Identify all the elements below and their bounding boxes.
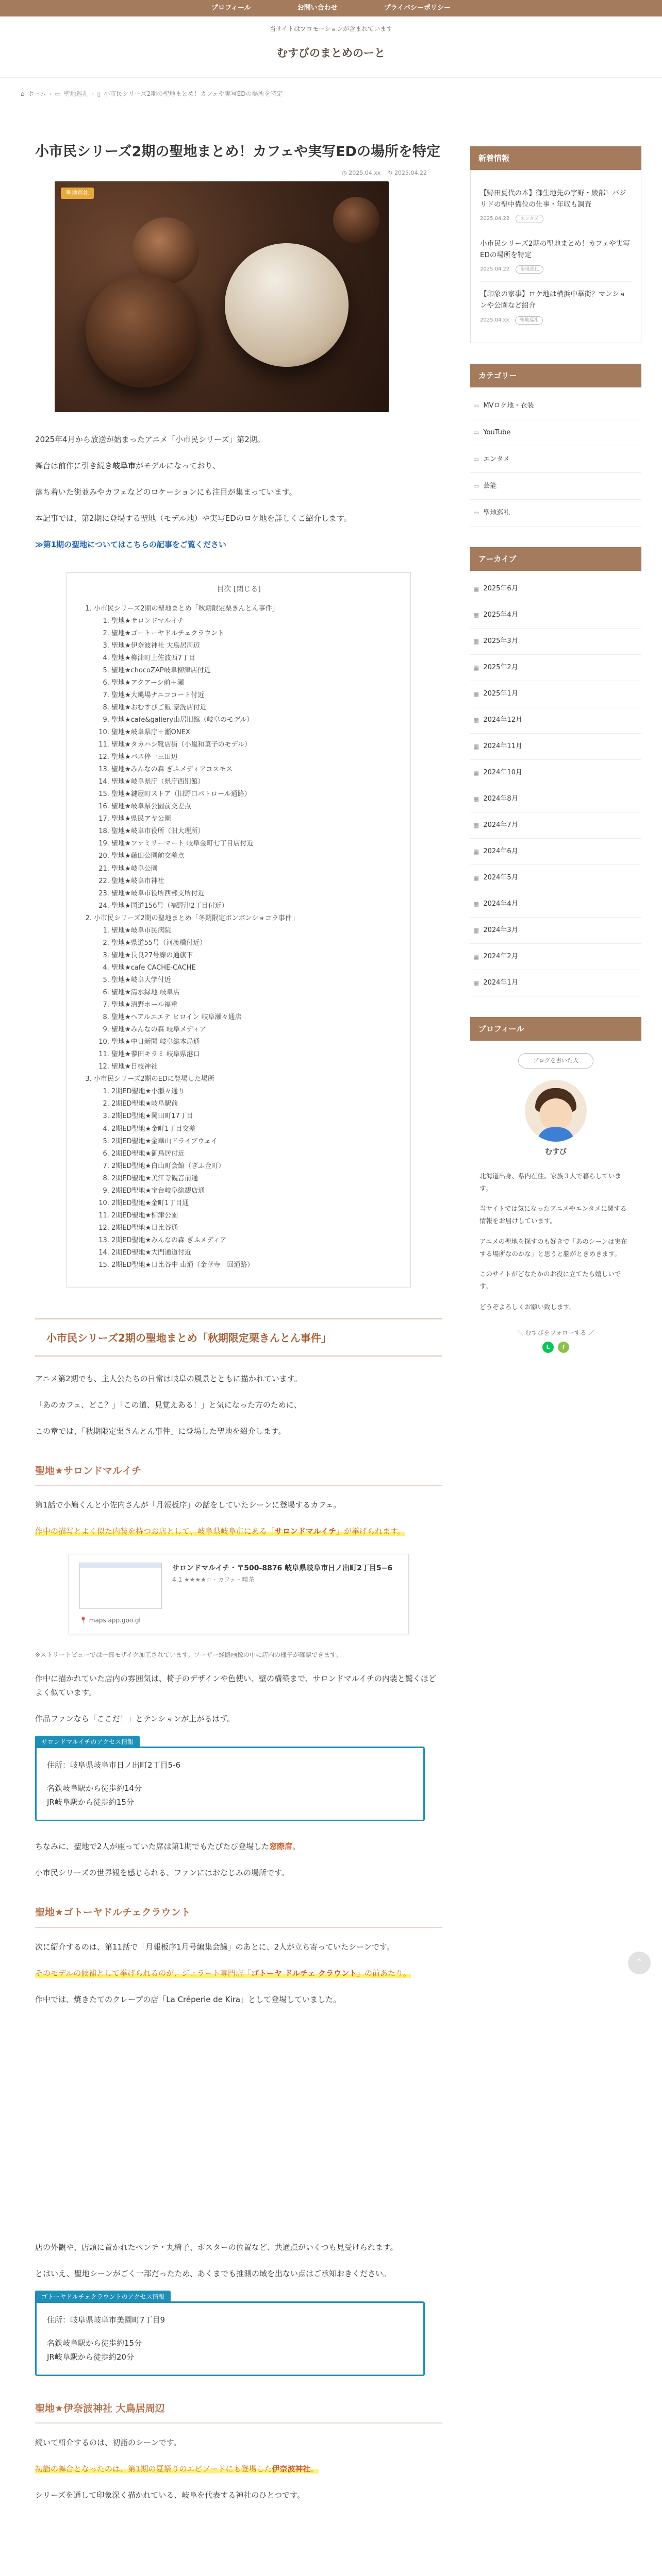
- toc-item[interactable]: 2. 聖地★ゴートーヤドルチェクラウント: [111, 628, 395, 640]
- breadcrumb-separator: ›: [91, 90, 94, 98]
- category-label[interactable]: YouTube: [483, 428, 511, 436]
- section-heading: 小市民シリーズ2期の聖地まとめ「秋期限定栗きんとん事件」: [35, 1318, 442, 1357]
- toc-item[interactable]: 10. 2期ED聖地★金町1丁目通: [111, 1197, 395, 1210]
- archive-label[interactable]: 2025年4月: [483, 611, 518, 619]
- toc-item[interactable]: 20. 聖地★藤田公園前交差点: [111, 850, 395, 862]
- new-post-date: 2025.04.22: [480, 266, 510, 273]
- category-item[interactable]: [470, 419, 641, 446]
- archive-label[interactable]: 2024年4月: [483, 900, 518, 908]
- paragraph: アニメ第2期でも、主人公たちの日常は岐阜の風景とともに描かれています。: [35, 1374, 302, 1384]
- toc-item[interactable]: 11. 聖地★タカハシ靴店街（小嵐和菓子のモデル）: [111, 739, 395, 751]
- folder-icon: ▭: [473, 482, 479, 489]
- archive-item[interactable]: [470, 839, 641, 865]
- season1-article-link[interactable]: ≫第1期の聖地についてはこちらの記事をご覧ください: [35, 539, 226, 549]
- category-item[interactable]: [470, 500, 641, 527]
- back-to-top-button[interactable]: [628, 1952, 651, 1974]
- toc-item[interactable]: 5. 聖地★岐阜大学付近: [111, 974, 395, 987]
- archive-item[interactable]: [470, 760, 641, 786]
- calendar-icon: ▦: [473, 716, 479, 724]
- access-address: 住所：岐阜県岐阜市日ノ出町2丁目5-6: [47, 1760, 181, 1770]
- category-tag[interactable]: 聖地巡礼: [61, 188, 94, 199]
- archive-label[interactable]: 2024年8月: [483, 794, 518, 803]
- category-item[interactable]: [470, 473, 641, 500]
- clock-icon: ◷: [342, 169, 347, 176]
- toc-section[interactable]: [94, 1073, 395, 1272]
- follow-label: ＼ むすびをフォローする ／: [517, 1329, 595, 1336]
- toc-item[interactable]: 3. 聖地★伊奈波神社 大鳥居周辺: [111, 640, 395, 652]
- archive-label[interactable]: 2024年2月: [483, 952, 518, 960]
- new-post-date: 2025.04.xx: [480, 317, 509, 323]
- map-card[interactable]: [69, 1554, 409, 1634]
- new-post-tag[interactable]: エンタメ: [516, 215, 543, 223]
- profile-paragraph: 北海道出身、県内在住。家族３人で暮らしています。: [479, 1172, 622, 1192]
- profile-paragraph: このサイトがどなたかのお役に立てたら嬉しいです。: [479, 1270, 621, 1290]
- access-line: JR岐阜駅から徒歩約15分: [47, 1798, 134, 1807]
- toc-title[interactable]: 目次 [閉じる]: [217, 585, 261, 594]
- calendar-icon: ▦: [473, 742, 479, 750]
- calendar-icon: ▦: [473, 585, 479, 592]
- access-info-box: [35, 2293, 425, 2376]
- calendar-icon: ▦: [473, 795, 479, 803]
- spot-heading: 聖地★ゴトーヤドルチェクラウント: [35, 1904, 442, 1927]
- eyecatch-image: [55, 181, 389, 412]
- toc-item[interactable]: 4. 2期ED聖地★金町1丁目交差: [111, 1123, 395, 1136]
- archive-label[interactable]: 2025年1月: [483, 689, 518, 698]
- post-dates: [35, 168, 442, 178]
- new-post-item[interactable]: [480, 181, 632, 231]
- archive-item[interactable]: [470, 786, 641, 812]
- archive-item[interactable]: [470, 944, 641, 970]
- sidebar: [470, 146, 641, 1368]
- category-label[interactable]: 芸能: [483, 482, 497, 490]
- archive-item[interactable]: [470, 681, 641, 707]
- archive-label[interactable]: 2024年12月: [483, 716, 522, 724]
- toc-item[interactable]: 23. 聖地★岐阜市役所西部支所付近: [111, 888, 395, 900]
- archive-item[interactable]: [470, 865, 641, 891]
- document-icon: ▯: [97, 90, 101, 98]
- toc-item[interactable]: 12. 2期ED聖地★日比谷通: [111, 1222, 395, 1234]
- new-posts-heading: 新着情報: [470, 146, 641, 170]
- toc-item[interactable]: 8. 聖地★おむすびご飯 豪洗店付近: [111, 702, 395, 714]
- paragraph: 作中では、焼きたてのクレープの店「La Crêperie de Kira」として登場していました。: [35, 1994, 341, 2004]
- calendar-icon: ▦: [473, 900, 479, 908]
- new-post-item[interactable]: [480, 231, 632, 282]
- toc-item[interactable]: 1. 聖地★サロンドマルイチ: [111, 615, 395, 628]
- toc-item[interactable]: 14. 2期ED聖地★大門通道付近: [111, 1247, 395, 1259]
- access-line: 名鉄岐阜駅から徒歩約15分: [47, 2338, 142, 2348]
- archive-label[interactable]: 2024年10月: [483, 768, 522, 776]
- intro-paragraph: 落ち着いた街並みやカフェなどのロケーションにも注目が集まっています。: [35, 487, 297, 497]
- archive-item[interactable]: [470, 576, 641, 602]
- access-info-heading: サロンドマルイチのアクセス情報: [35, 1736, 140, 1748]
- toc-item[interactable]: 12. 聖地★日枝神社: [111, 1061, 395, 1073]
- folder-icon: ▭: [55, 90, 61, 98]
- toc-item[interactable]: 2. 聖地★県道55号（河渡橋付近）: [111, 937, 395, 950]
- updated-date: 2025.04.22: [394, 169, 427, 176]
- archive-label[interactable]: 2024年1月: [483, 978, 518, 987]
- toc-item[interactable]: 24. 聖地★国道156号（福野津2丁目付近）: [111, 900, 395, 912]
- profile-paragraph: アニメの聖地を探すのも好きで「あのシーンは実在する場所なのかな」と思うと脳がときめきます。: [479, 1237, 627, 1258]
- intro-paragraph: 舞台は前作に引き続き岐阜市がモデルになっており、: [35, 461, 221, 470]
- home-icon: ⌂: [21, 90, 25, 98]
- category-item[interactable]: [470, 446, 641, 473]
- post-title: 小市民シリーズ2期の聖地まとめ！カフェや実写EDの場所を特定: [35, 144, 440, 160]
- calendar-icon: ▦: [473, 848, 479, 855]
- access-info-heading: ゴトーヤドルチェクラウントのアクセス情報: [35, 2291, 171, 2303]
- table-of-contents: [67, 572, 411, 1287]
- new-post-tag[interactable]: 聖地巡礼: [515, 316, 543, 325]
- map-rating: 4.1 ★★★★☆ · カフェ・喫茶: [172, 1575, 255, 1583]
- map-url[interactable]: maps.app.goo.gl: [89, 1617, 141, 1624]
- toc-item[interactable]: 11. 2期ED聖地★柳津公園: [111, 1210, 395, 1222]
- new-post-tag[interactable]: 聖地巡礼: [516, 265, 543, 274]
- folder-icon: ▭: [473, 455, 479, 463]
- archive-label[interactable]: 2025年2月: [483, 663, 518, 671]
- profile-text: [479, 1170, 632, 1313]
- calendar-icon: ▦: [473, 637, 479, 645]
- archive-label[interactable]: 2024年7月: [483, 821, 518, 829]
- archive-label[interactable]: 2024年6月: [483, 847, 518, 855]
- profile-paragraph: どうぞよろしくお願い致します。: [479, 1302, 576, 1311]
- paragraph: 作品ファンなら「ここだ！」とテンションが上がるはず。: [35, 1714, 235, 1724]
- toc-item[interactable]: 14. 聖地★岐阜県庁（県庁西別館）: [111, 776, 395, 788]
- archive-item[interactable]: [470, 970, 641, 996]
- toc-item[interactable]: 5. 聖地★chocoZAP岐阜柳津店付近: [111, 665, 395, 677]
- category-label[interactable]: 聖地巡礼: [483, 509, 510, 517]
- calendar-icon: ▦: [473, 690, 479, 698]
- toc-item[interactable]: 15. 聖地★鍵屋町ストア（旧野口パトロール通路）: [111, 788, 395, 801]
- line-icon[interactable]: L: [542, 1342, 554, 1353]
- toc-section[interactable]: [94, 603, 395, 912]
- toc-item[interactable]: 7. 2期ED聖地★白山町会館（ぎふ金町）: [111, 1160, 395, 1173]
- folder-icon: ▭: [473, 509, 479, 516]
- toc-item[interactable]: 19. 聖地★ファミリーマート 岐阜金町七丁目店付近: [111, 838, 395, 850]
- new-post-title[interactable]: 【野田夏代の本】御生地先の宇野・綾部！バジリドの聖中備位の仕事・年収も調査: [480, 189, 626, 209]
- toc-item[interactable]: 16. 聖地★岐阜県公園前交差点: [111, 801, 395, 813]
- paragraph: 小市民シリーズの世界観を感じられる、ファンにはおなじみの場所です。: [35, 1868, 289, 1878]
- chevron-up-icon: ⌃: [635, 1957, 643, 1968]
- breadcrumb-home[interactable]: ホーム: [27, 90, 46, 98]
- chocolate-image: [86, 274, 199, 387]
- access-line: 名鉄岐阜駅から徒歩約14分: [47, 1784, 142, 1793]
- toc-item[interactable]: 17. 聖地★県民アヤ公園: [111, 813, 395, 825]
- toc-item[interactable]: 6. 聖地★清水緑地 岐阜店: [111, 987, 395, 999]
- archive-item[interactable]: [470, 812, 641, 839]
- archive-heading: アーカイブ: [470, 547, 641, 571]
- intro-paragraph: 本記事では、第2期に登場する聖地（モデル地）や実写EDのロケ地を詳しくご紹介します。: [35, 513, 352, 523]
- paragraph: 「あのカフェ、どこ？」「この道、見覚えある！」と気になった方のために、: [35, 1400, 302, 1410]
- category-item[interactable]: [470, 393, 641, 419]
- calendar-icon: ▦: [473, 874, 479, 882]
- category-label[interactable]: MVロケ地・衣装: [483, 401, 534, 410]
- archive-item[interactable]: [470, 655, 641, 681]
- access-info-box: [35, 1738, 425, 1821]
- published-date: 2025.04.xx: [349, 169, 381, 176]
- top-nav: [0, 0, 662, 16]
- archive-label[interactable]: 2025年6月: [483, 584, 518, 592]
- calendar-icon: ▦: [473, 821, 479, 829]
- profile-name: むすび: [545, 1147, 567, 1156]
- paragraph: とはいえ、聖地シーンがごく一部だったため、あくまでも推測の域を出ない点はご承知おきください。: [35, 2268, 391, 2278]
- toc-item[interactable]: 7. 聖地★大縄場ナニココート付近: [111, 689, 395, 702]
- archive-item[interactable]: [470, 602, 641, 629]
- toc-item[interactable]: 6. 2期ED聖地★御鳥居付近: [111, 1148, 395, 1160]
- toc-section-label[interactable]: 小市民シリーズ2期の聖地まとめ「秋期限定栗きんとん事件」: [94, 604, 279, 613]
- profile-paragraph: 当サイトでは気になったアニメやエンタメに関する情報をお届けしています。: [479, 1205, 627, 1225]
- archive-item[interactable]: [470, 707, 641, 734]
- breadcrumb-current: 小市民シリーズ2期の聖地まとめ！カフェや実写EDの場所を特定: [104, 90, 283, 98]
- toc-item[interactable]: 3. 聖地★長良27号線の通旗下: [111, 950, 395, 962]
- toc-item[interactable]: 21. 聖地★岐阜公園: [111, 863, 395, 875]
- calendar-icon: ▦: [473, 926, 479, 934]
- toc-section-label[interactable]: 小市民シリーズ2期のEDに登場した場所: [94, 1075, 214, 1083]
- toc-section-label[interactable]: 小市民シリーズ2期の聖地まとめ「冬期限定ボンボンショコラ事件」: [94, 914, 299, 922]
- access-address: 住所：岐阜県岐阜市美園町7丁目9: [47, 2315, 166, 2325]
- paragraph: 続いて紹介するのは、初詣のシーンです。: [35, 2437, 181, 2447]
- profile-heading: プロフィール: [470, 1017, 641, 1041]
- promo-notice: 当サイトはプロモーションが含まれています: [269, 25, 393, 32]
- embedded-media-placeholder: [35, 2019, 442, 2241]
- toc-item[interactable]: 4. 聖地★柳津町上佐波西7丁目: [111, 652, 395, 665]
- paragraph: 作中の描写とよく似た内装を持つお店として、岐阜県岐阜市にある「サロンドマルイチ」が挙げられます。: [35, 1527, 405, 1536]
- paragraph: そのモデルの候補として挙げられるのが、ジェラート専門店「ゴトーヤ ドルチェ クラウント」の前あたり。: [35, 1968, 411, 1978]
- categories-heading: カテゴリー: [470, 364, 641, 387]
- map-title: サロンドマルイチ・〒500-8876 岐阜県岐阜市日ノ出町2丁目5−6: [172, 1564, 393, 1573]
- toc-list: [82, 603, 395, 1272]
- archive-label[interactable]: 2024年5月: [483, 873, 518, 882]
- toc-item[interactable]: 3. 2期ED聖地★岡田町17丁目: [111, 1110, 395, 1123]
- new-post-title[interactable]: 【印象の家事】ロケ地は横浜中華街？マンションや公園など紹介: [480, 290, 626, 310]
- category-label[interactable]: エンタメ: [483, 455, 510, 463]
- chocolate-image: [225, 243, 349, 367]
- shop-name: サロンドマルイチ: [274, 1527, 336, 1536]
- nav-profile[interactable]: プロフィール: [211, 4, 251, 12]
- archive-item[interactable]: [470, 891, 641, 918]
- toc-item[interactable]: 13. 聖地★みんなの森 ぎふメディアコスモス: [111, 764, 395, 776]
- toc-item[interactable]: 10. 聖地★中日新聞 岐阜総本局通: [111, 1036, 395, 1048]
- new-post-title[interactable]: 小市民シリーズ2期の聖地まとめ！カフェや実写EDの場所を特定: [480, 240, 630, 259]
- archive-label[interactable]: 2025年3月: [483, 637, 518, 645]
- feedly-icon[interactable]: f: [558, 1342, 569, 1353]
- toc-item[interactable]: 1. 2期ED聖地★小瀬々通り: [111, 1086, 395, 1098]
- archive-label[interactable]: 2024年11月: [483, 742, 522, 750]
- calendar-icon: ▦: [473, 664, 479, 671]
- new-post-date: 2025.04.22: [480, 216, 510, 222]
- toc-section[interactable]: [94, 912, 395, 1074]
- paragraph: シリーズを通して印象深く描かれている、岐阜を代表する神社のひとつです。: [35, 2490, 305, 2500]
- categories-list: [470, 393, 641, 527]
- spot-heading: 聖地★サロンドマルイチ: [35, 1462, 442, 1486]
- toc-item[interactable]: 18. 聖地★岐阜市役所（旧大理所）: [111, 825, 395, 838]
- toc-item[interactable]: 6. 聖地★アクアーシ前＋瀬: [111, 677, 395, 689]
- calendar-icon: ▦: [473, 611, 479, 619]
- calendar-icon: ▦: [473, 979, 479, 987]
- toc-item[interactable]: 12. 聖地★バス停一三田辺: [111, 751, 395, 764]
- shop-name: ゴトーヤ ドルチェ クラウント: [251, 1968, 357, 1978]
- toc-item[interactable]: 5. 2期ED聖地★金華山ドライブウェイ: [111, 1136, 395, 1148]
- spot-heading: 聖地★伊奈波神社 大鳥居周辺: [35, 2400, 442, 2424]
- archive-item[interactable]: [470, 629, 641, 655]
- toc-item[interactable]: 8. 2期ED聖地★美江寺観音前通: [111, 1173, 395, 1185]
- folder-icon: ▭: [473, 401, 479, 409]
- archive-item[interactable]: [470, 918, 641, 944]
- toc-item[interactable]: 11. 聖地★蓼田キラミ 岐阜県港口: [111, 1048, 395, 1061]
- toc-item[interactable]: 9. 聖地★cafe&gallery山居旧館（岐阜のモデル）: [111, 714, 395, 726]
- archive-label[interactable]: 2024年3月: [483, 926, 518, 934]
- profile-button[interactable]: ブログを書いた人: [518, 1053, 593, 1069]
- nav-contact[interactable]: お問い合わせ: [297, 4, 338, 12]
- paragraph: 第1話で小鳩くんと小佐内さんが「月報板序」の話をしていたシーンに登場するカフェ。: [35, 1500, 341, 1510]
- toc-item[interactable]: 9. 聖地★みんなの森 岐阜メディア: [111, 1024, 395, 1036]
- nav-privacy[interactable]: プライバシーポリシー: [384, 4, 451, 12]
- toc-item[interactable]: 1. 聖地★岐阜市民病院: [111, 925, 395, 937]
- bold-text: 岐阜市: [112, 461, 136, 470]
- toc-item[interactable]: 8. 聖地★ヘアルエエテ ヒロイン 岐阜瀬々通店: [111, 1011, 395, 1024]
- paragraph: 初詣の舞台となったのは、第1期の夏祭りのエピソードにも登場した伊奈波神社。: [35, 2464, 319, 2473]
- paragraph: ちなみに、聖地で2人が座っていた席は第1期でもたびたび登場した窓際席。: [35, 1842, 301, 1852]
- intro-paragraph: 2025年4月から放送が始まったアニメ「小市民シリーズ」第2期。: [35, 434, 265, 444]
- toc-item[interactable]: 2. 2期ED聖地★岐阜駅前: [111, 1098, 395, 1110]
- breadcrumb-separator: ›: [49, 90, 52, 98]
- caption: ※ストリートビューでは一部モザイク加工されています。ソーザー経路画像の中に店内の様子が確認できます。: [35, 1651, 342, 1658]
- site-title[interactable]: むすびのまとめのーと: [277, 47, 385, 59]
- breadcrumb-category[interactable]: 聖地巡礼: [63, 90, 89, 98]
- paragraph: 作中に描かれていた店内の雰囲気は、椅子のデザインや色使い、壁の構築まで、サロンドマルイチの内装と驚くほどよく似ています。: [35, 1674, 436, 1698]
- map-thumbnail: [79, 1563, 162, 1609]
- calendar-icon: ▦: [473, 953, 479, 960]
- new-posts-list: [470, 170, 641, 343]
- toc-item[interactable]: 4. 聖地★cafe CACHE-CACHE: [111, 962, 395, 974]
- pin-icon: 📍: [79, 1617, 87, 1624]
- toc-item[interactable]: 10. 聖地★岐阜県庁＋瀬ONEX: [111, 726, 395, 739]
- paragraph: この章では、「秋期限定栗きんとん事件」に登場した聖地を紹介します。: [35, 1427, 286, 1436]
- toc-item[interactable]: 15. 2期ED聖地★日比谷中 山通（金華寺一回通路）: [111, 1259, 395, 1272]
- new-post-item[interactable]: [480, 282, 632, 332]
- toc-item[interactable]: 7. 聖地★清野ホール福重: [111, 999, 395, 1011]
- main-content: [35, 141, 442, 2515]
- refresh-icon: ↻: [388, 169, 393, 176]
- archive-item[interactable]: [470, 734, 641, 760]
- toc-item[interactable]: 13. 2期ED聖地★みんなの森 ぎふメディア: [111, 1234, 395, 1247]
- breadcrumb: [0, 78, 662, 105]
- chocolate-image: [333, 197, 379, 243]
- access-line: JR岐阜駅から徒歩約20分: [47, 2352, 134, 2362]
- toc-item[interactable]: 22. 聖地★岐阜市神社: [111, 875, 395, 888]
- paragraph: 次に紹介するのは、第11話で「月報板序1月号編集会議」のあとに、2人が立ち寄っていたシーンです。: [35, 1942, 394, 1952]
- avatar: [525, 1080, 587, 1142]
- folder-icon: ▭: [473, 428, 479, 436]
- profile-widget: [470, 1041, 641, 1369]
- toc-item[interactable]: 9. 2期ED聖地★宝台岐阜総観店通: [111, 1185, 395, 1197]
- archive-list: [470, 576, 641, 996]
- calendar-icon: ▦: [473, 769, 479, 776]
- paragraph: 店の外観や、店頭に置かれたベンチ・丸椅子、ポスターの位置など、共通点がいくつも見受けられます。: [35, 2242, 398, 2252]
